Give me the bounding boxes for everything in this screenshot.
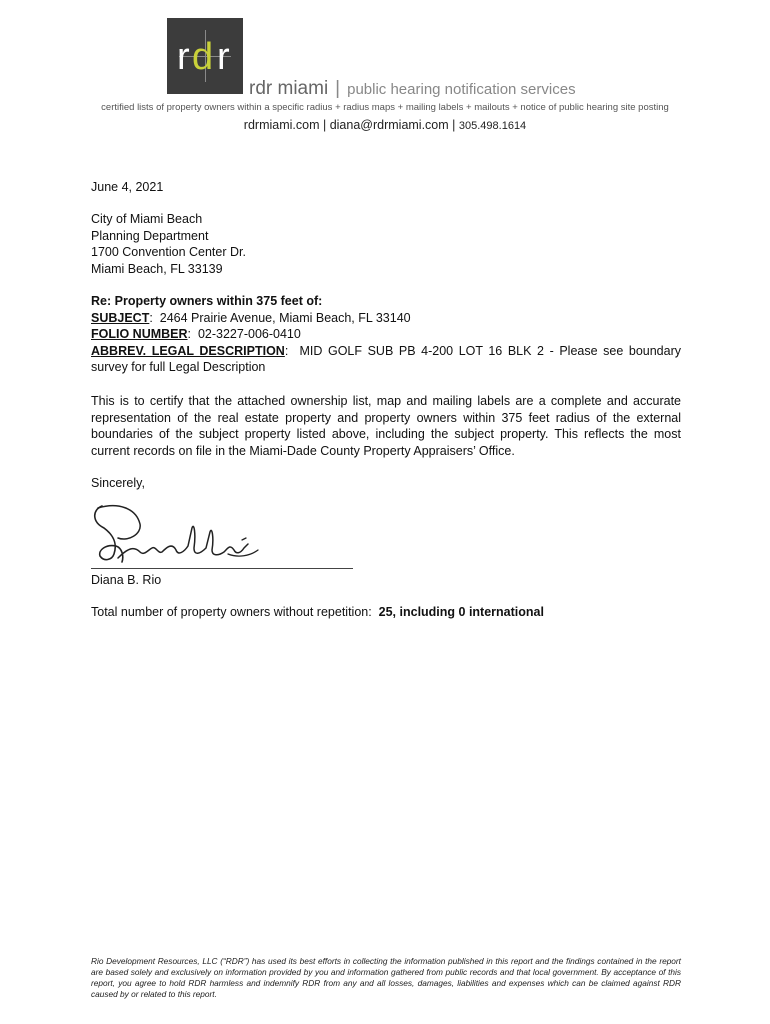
- subject-label: SUBJECT: [91, 310, 150, 325]
- recipient-line: Miami Beach, FL 33139: [91, 261, 223, 276]
- phone-number: 305.498.1614: [458, 120, 527, 132]
- brand-separator: |: [335, 78, 341, 99]
- recipient-line: City of Miami Beach: [91, 212, 203, 226]
- brand-line: [249, 78, 576, 100]
- logo-letter: r: [177, 36, 189, 78]
- legal-label: ABBREV. LEGAL DESCRIPTION: [91, 343, 285, 358]
- certification-paragraph: This is to certify that the attached ownership list, map and mailing labels are a complete and accurate representation of the real estate property and property owners within 375 feet radius of the external boundaries of the subject property listed above, including the subject property. This reflects the most current records on file in the Miami-Dade County Property Appraisers’ Office.: [91, 394, 681, 458]
- brand-services: public hearing notification services: [347, 81, 576, 98]
- tagline: certified lists of property owners within a specific radius + radius maps + mailing labels + mailouts + notice of public hearing site posting: [101, 102, 669, 113]
- re-heading: Re: Property owners within 375 feet of:: [91, 294, 323, 308]
- contact-line: rdrmiami.com | diana@rdrmiami.com | 305.498.1614: [243, 118, 527, 132]
- recipient-line: Planning Department: [91, 228, 209, 243]
- total-label: Total number of property owners without repetition:: [91, 605, 372, 619]
- signer-name: Diana B. Rio: [91, 573, 162, 587]
- total-owners: [91, 604, 681, 621]
- website-link[interactable]: rdrmiami.com: [243, 118, 320, 132]
- legal-value: MID GOLF SUB PB 4-200 LOT 16 BLK 2 - Please see boundary survey for full Legal Description: [91, 343, 681, 375]
- subject-row: SUBJECT: 2464 Prairie Avenue, Miami Beach, FL 33140: [91, 310, 411, 325]
- brand-name: rdr miami: [249, 78, 329, 99]
- folio-label: FOLIO NUMBER: [91, 327, 188, 342]
- closing: Sincerely,: [91, 476, 145, 490]
- recipient-address: [91, 211, 681, 277]
- signature-image: [88, 498, 288, 568]
- re-block: [91, 293, 681, 376]
- folio-value: 02-3227-006-0410: [197, 327, 301, 342]
- legal-row: ABBREV. LEGAL DESCRIPTION: MID GOLF SUB PB 4-200 LOT 16 BLK 2 - Please see boundary survey for full Legal Description: [91, 343, 681, 375]
- rdr-logo: [167, 18, 243, 94]
- footer-disclaimer: Rio Development Resources, LLC (“RDR”) has used its best efforts in collecting the information published in this report and the findings contained in the report are based solely and exclusively on information provided by you and information gathered from public records and that local government. By acceptance of this report, you agree to hold RDR harmless and indemnify RDR from any and all losses, damages, liabilities and expenses which can be claimed against RDR caused by or related to this report.: [91, 956, 681, 999]
- recipient-line: 1700 Convention Center Dr.: [91, 245, 246, 260]
- letter-date: June 4, 2021: [91, 180, 164, 194]
- total-value: 25, including 0 international: [378, 605, 544, 619]
- folio-row: FOLIO NUMBER: 02-3227-006-0410: [91, 327, 301, 342]
- subject-value: 2464 Prairie Avenue, Miami Beach, FL 33140: [159, 310, 411, 325]
- signature-line: [91, 568, 353, 569]
- email-link[interactable]: diana@rdrmiami.com: [329, 118, 449, 132]
- logo-letter: r: [217, 36, 229, 78]
- logo-letter: d: [192, 36, 213, 78]
